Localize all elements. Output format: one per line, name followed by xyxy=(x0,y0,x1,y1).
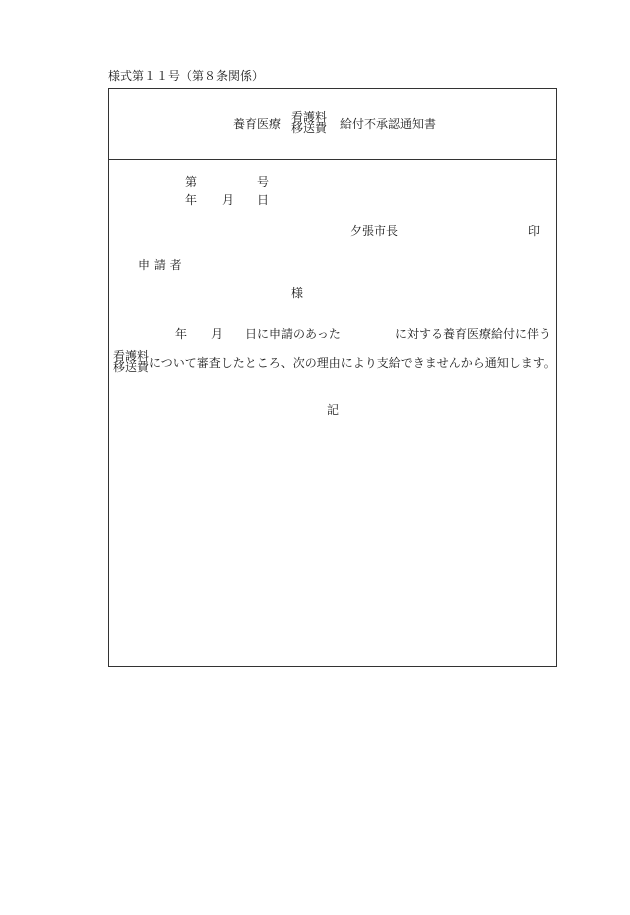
body-application-text: 日に申請のあった xyxy=(245,327,341,341)
title-suffix: 給付不承認通知書 xyxy=(340,117,437,131)
body-benefit-text: に対する養育医療給付に伴う xyxy=(395,327,552,341)
body-month: 月 xyxy=(211,327,224,341)
title-prefix: 養育医療 xyxy=(233,117,282,131)
date-day: 日 xyxy=(257,193,270,207)
date-month: 月 xyxy=(222,193,235,207)
date-year: 年 xyxy=(185,193,198,207)
body-year: 年 xyxy=(175,327,188,341)
title-option-nursing-fee: 看護料 xyxy=(291,110,328,124)
body-notice-text: について審査したところ、次の理由により支給できませんから通知します。 xyxy=(149,356,556,370)
doc-number-go: 号 xyxy=(257,175,270,189)
ki-heading: 記 xyxy=(327,403,340,417)
title-divider xyxy=(109,159,556,160)
form-number: 様式第１１号（第８条関係） xyxy=(108,69,265,83)
doc-number-dai: 第 xyxy=(185,175,198,189)
title-option-transport-fee: 移送費 xyxy=(291,121,328,135)
issuer-name: 夕張市長 xyxy=(350,224,399,238)
body-stacked-options xyxy=(113,351,149,373)
applicant-honorific: 様 xyxy=(291,286,304,300)
body-option-transport-fee: 移送費 xyxy=(113,360,150,374)
title-stacked-options xyxy=(291,112,327,134)
body-option-nursing-fee: 看護料 xyxy=(113,349,150,363)
issuer-seal: 印 xyxy=(528,224,541,238)
applicant-label: 申 請 者 xyxy=(138,258,182,272)
notice-form-frame xyxy=(108,88,557,667)
